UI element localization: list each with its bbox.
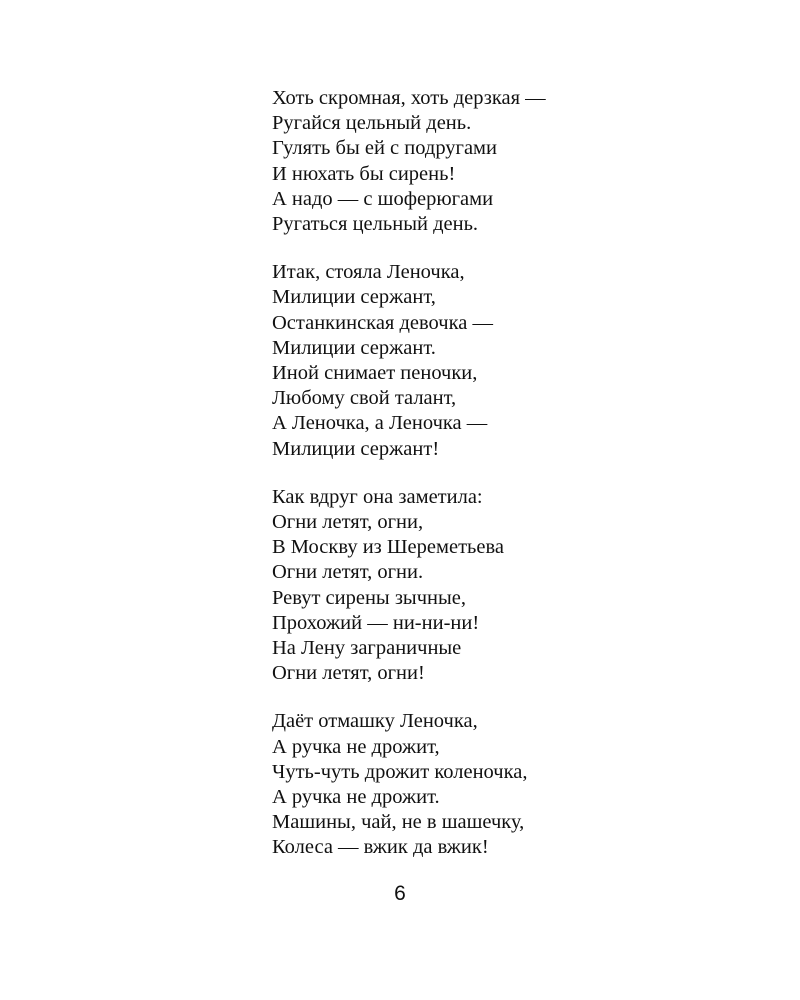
poem-line: А Леночка, а Леночка — (272, 412, 488, 435)
poem-line: А надо — с шоферюгами (272, 187, 494, 210)
poem-line: Даёт отмашку Леночка, (272, 710, 478, 733)
poem-line: Любому свой талант, (272, 387, 457, 410)
poem-line: А ручка не дрожит, (272, 735, 440, 758)
poem-line: Огни летят, огни! (272, 662, 425, 685)
stanza-1 (272, 86, 732, 237)
poem-line: Милиции сержант! (272, 437, 440, 460)
poem-line: Огни летят, огни. (272, 561, 424, 584)
poem-text (272, 86, 732, 861)
stanza-3 (272, 485, 732, 687)
poem-line: В Москву из Шереметьева (272, 536, 504, 559)
poem-line: Хоть скромная, хоть дерзкая — (272, 87, 546, 109)
poem-line: Как вдруг она заметила: (272, 485, 483, 508)
poem-line: Машины, чай, не в шашечку, (272, 811, 525, 834)
poem-line: Итак, стояла Леночка, (272, 261, 465, 284)
stanza-2 (272, 260, 732, 462)
poem-line: Ревут сирены зычные, (272, 586, 466, 609)
poem-line: Колеса — вжик да вжик! (272, 836, 489, 859)
page-number: 6 (394, 882, 406, 905)
poem-line: Гулять бы ей с подругами (272, 137, 497, 160)
poem-line: Милиции сержант, (272, 286, 436, 309)
poem-line: Прохожий — ни-ни-ни! (272, 611, 480, 634)
poem-line: На Лену заграничные (272, 637, 462, 660)
poem-line: Ругайся цельный день. (272, 112, 472, 135)
stanza-4 (272, 709, 732, 860)
poem-line: Иной снимает пеночки, (272, 362, 478, 385)
poem-line: Милиции сержант. (272, 336, 436, 359)
poem-line: И нюхать бы сирень! (272, 162, 456, 185)
poem-line: Огни летят, огни, (272, 511, 424, 534)
poem-line: Чуть-чуть дрожит коленочка, (272, 760, 528, 783)
poem-line: А ручка не дрожит. (272, 786, 440, 809)
poem-line: Ругаться цельный день. (272, 213, 479, 236)
poem-line: Останкинская девочка — (272, 311, 493, 334)
